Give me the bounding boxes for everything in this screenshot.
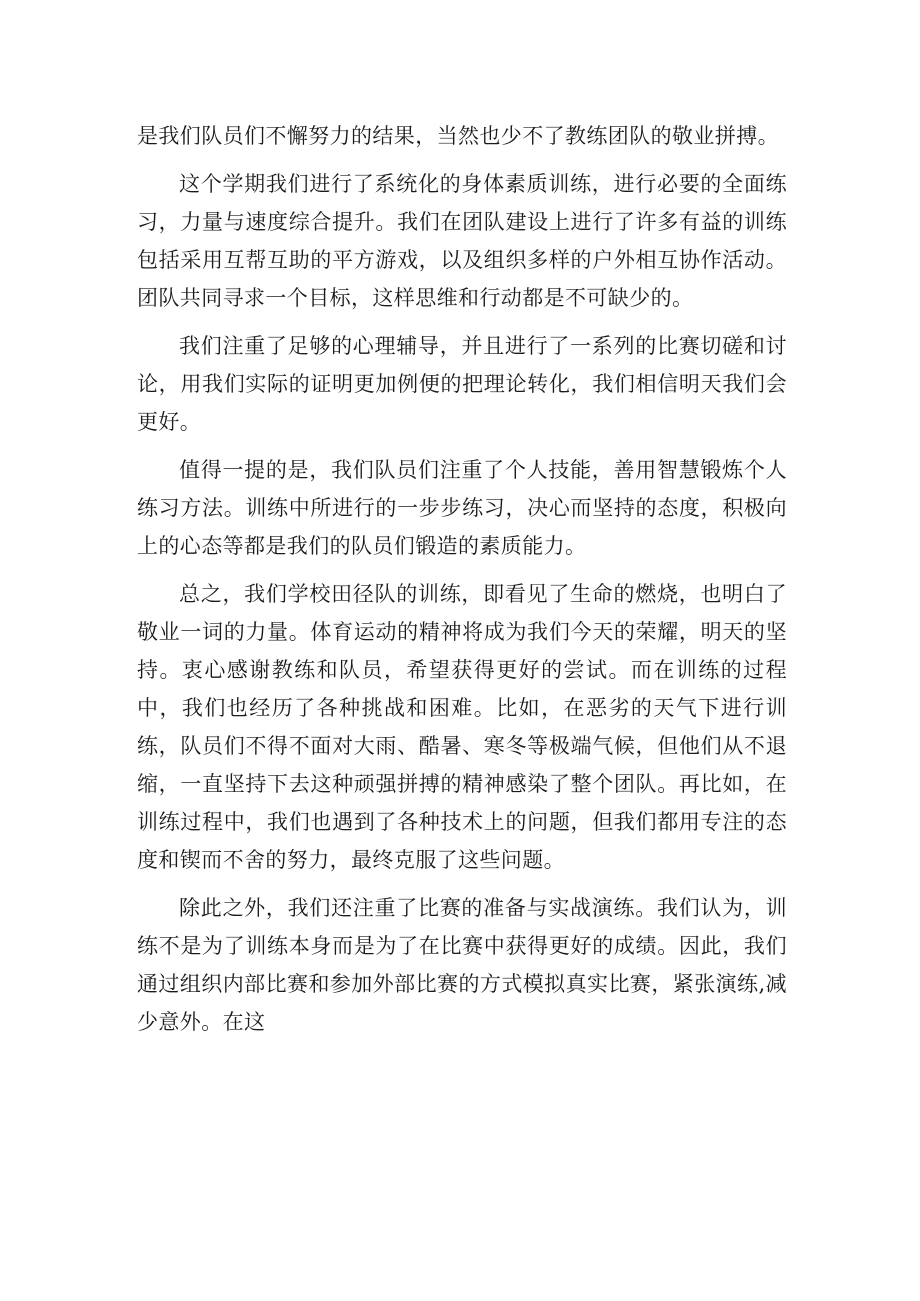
document-body [137, 121, 787, 1051]
paragraph-training-system: 这个学期我们进行了系统化的身体素质训练，进行必要的全面练习，力量与速度综合提升。我们在团队建设上进行了许多有益的训练包括采用互帮互助的平方游戏，以及组织多样的户外相互协作活动。团队共同寻求一个目标，这样思维和行动都是不可缺少的。 [137, 172, 787, 310]
paragraph-individual-skills: 值得一提的是，我们队员们注重了个人技能，善用智慧锻炼个人练习方法。训练中所进行的一步步练习，决心而坚持的态度，积极向上的心态等都是我们的队员们锻造的素质能力。 [137, 458, 787, 558]
paragraph-summary: 总之，我们学校田径队的训练，即看见了生命的燃烧，也明白了敬业一词的力量。体育运动的精神将成为我们今天的荣耀，明天的坚持。衷心感谢教练和队员，希望获得更好的尝试。而在训练的过程中，我们也经历了各种挑战和困难。比如，在恶劣的天气下进行训练，队员们不得不面对大雨、酷暑、寒冬等极端气候，但他们从不退缩，一直坚持下去这种顽强拼搏的精神感染了整个团队。再比如，在训练过程中，我们也遇到了各种技术上的问题，但我们都用专注的态度和锲而不舍的努力，最终克服了这些问题。 [137, 582, 787, 872]
paragraph-competition-prep: 除此之外，我们还注重了比赛的准备与实战演练。我们认为，训练不是为了训练本身而是为了在比赛中获得更好的成绩。因此，我们通过组织内部比赛和参加外部比赛的方式模拟真实比赛，紧张演练,减少意外。在这 [137, 896, 787, 1034]
paragraph-continuation: 是我们队员们不懈努力的结果，当然也少不了教练团队的敬业拼搏。 [137, 124, 779, 148]
paragraph-psychology: 我们注重了足够的心理辅导，并且进行了一系列的比赛切磋和讨论，用我们实际的证明更加例便的把理论转化，我们相信明天我们会更好。 [137, 334, 787, 434]
